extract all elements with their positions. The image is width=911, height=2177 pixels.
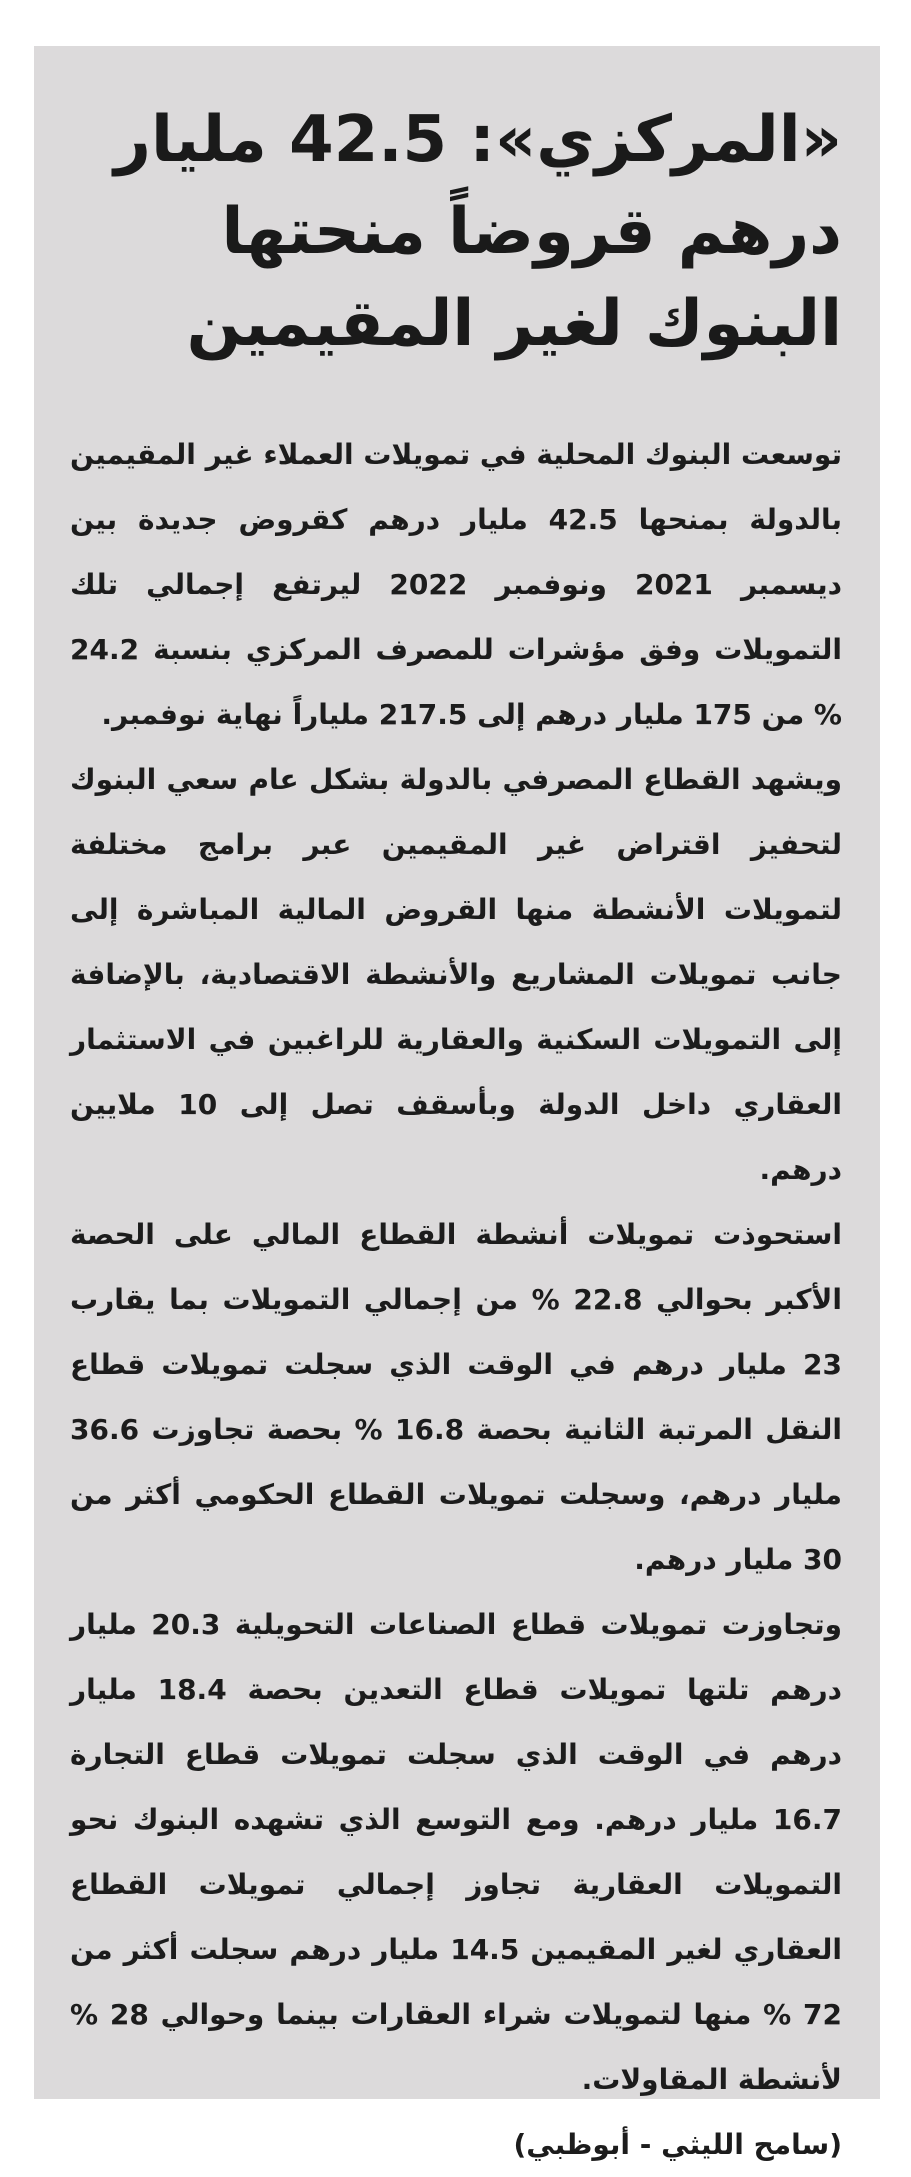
paragraph-1: توسعت البنوك المحلية في تمويلات العملاء غير المقيمين بالدولة بمنحها 42.5 مليار درهم كقروض جديدة بين ديسمبر 2021 ونوفمبر 2022 ليرتفع إجمالي تلك التمويلات وفق مؤشرات للمصرف المركزي بنسبة 24.2 % من 175 مليار درهم إلى 217.5 ملياراً نهاية نوفمبر. — [70, 438, 843, 731]
paragraph-4: وتجاوزت تمويلات قطاع الصناعات التحويلية 20.3 مليار درهم تلتها تمويلات قطاع التعدين بحصة 18.4 مليار درهم في الوقت الذي سجلت تمويلات قطاع التجارة 16.7 مليار درهم. ومع التوسع الذي تشهده البنوك نحو التمويلات العقارية تجاوز إجمالي تمويلات القطاع العقاري لغير المقيمين 14.5 مليار درهم سجلت أكثر من 72 % منها لتمويلات شراء العقارات بينما وحوالي 28 % لأنشطة المقاولات. — [70, 1608, 843, 2096]
headline-line-2: درهم قروضاً منحتها — [221, 195, 842, 269]
headline-line-3: البنوك لغير المقيمين — [186, 287, 842, 361]
headline-line-1: «المركزي»: 42.5 مليار — [114, 103, 842, 177]
headline — [70, 94, 842, 370]
paragraph-3: استحوذت تمويلات أنشطة القطاع المالي على الحصة الأكبر بحوالي 22.8 % من إجمالي التمويلات بما يقارب 23 مليار درهم في الوقت الذي سجلت تمويلات قطاع النقل المرتبة الثانية بحصة 16.8 % بحصة تجاوزت 36.6 مليار درهم، وسجلت تمويلات القطاع الحكومي أكثر من 30 مليار درهم. — [70, 1218, 842, 1576]
article-panel — [34, 46, 880, 2161]
article-body — [70, 422, 842, 2177]
paragraph-2: ويشهد القطاع المصرفي بالدولة بشكل عام سعي البنوك لتحفيز اقتراض غير المقيمين عبر برامج مختلفة لتمويلات الأنشطة منها القروض المالية المباشرة إلى جانب تمويلات المشاريع والأنشطة الاقتصادية، بالإضافة إلى التمويلات السكنية والعقارية للراغبين في الاستثمار العقاري داخل الدولة وبأسقف تصل إلى 10 ملايين درهم. — [70, 763, 842, 1186]
byline: (سامح الليثي - أبوظبي) — [513, 2128, 842, 2161]
